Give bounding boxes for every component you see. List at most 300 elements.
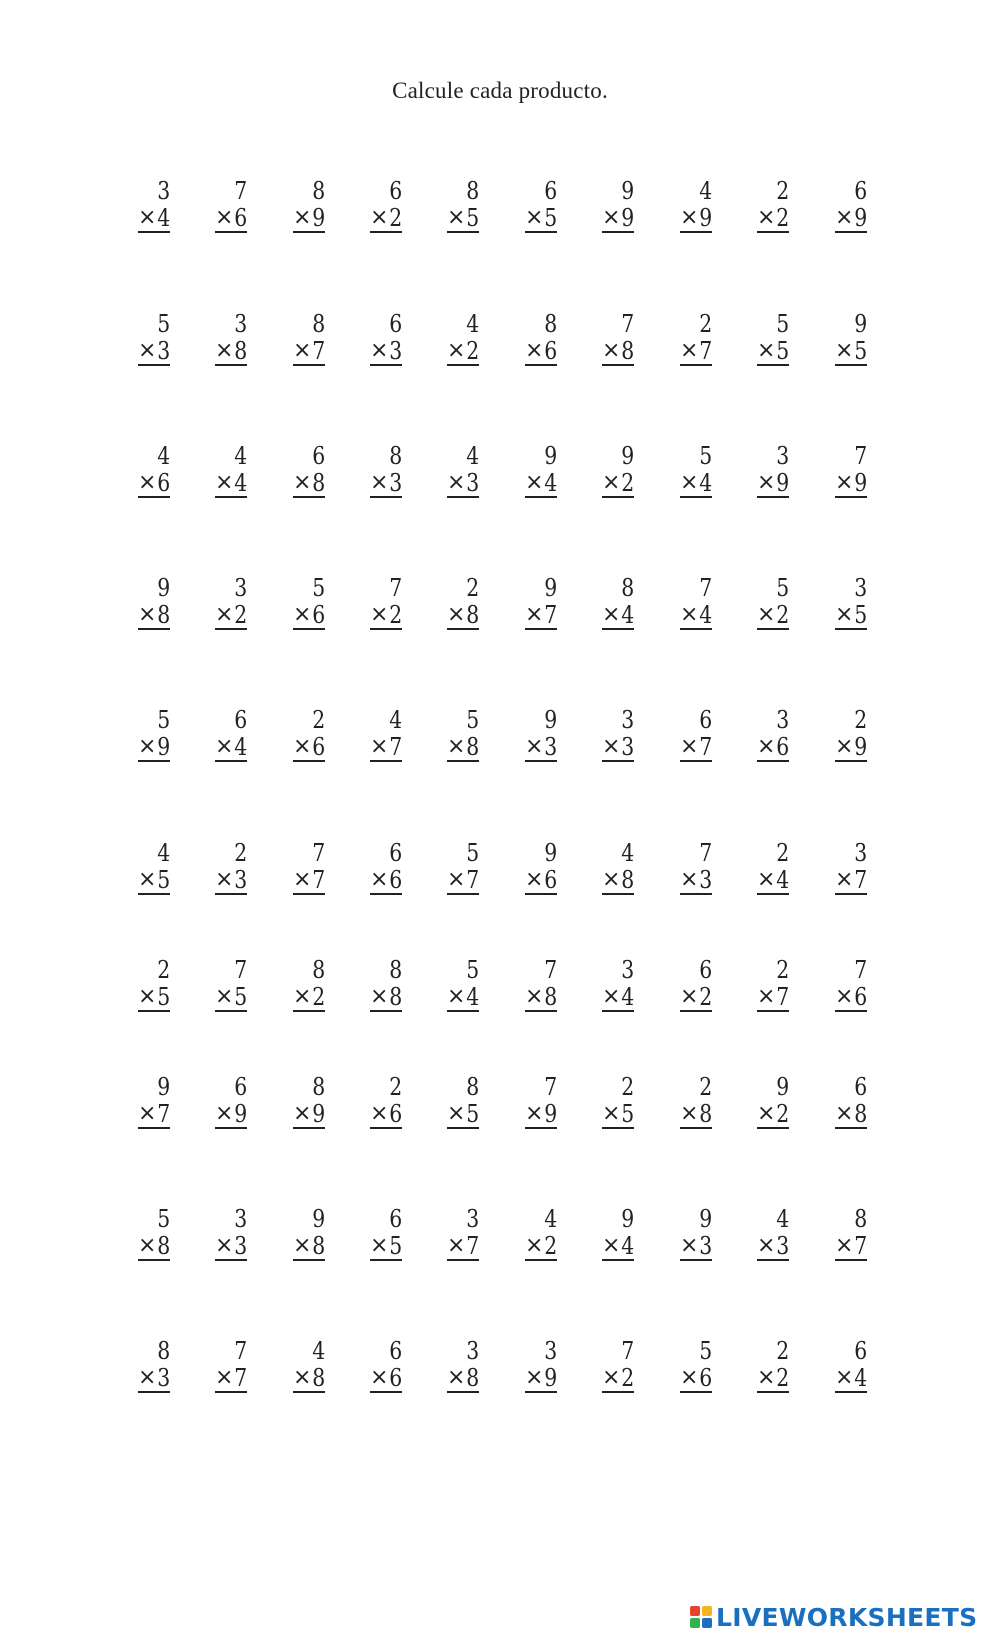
multiplier-row	[293, 1233, 325, 1261]
multiplier: 7	[699, 337, 712, 365]
multiplier-row	[525, 1233, 557, 1261]
times-sign: ×	[835, 1101, 854, 1126]
times-sign: ×	[602, 1101, 621, 1126]
times-sign: ×	[293, 602, 312, 627]
multiplicand: 7	[854, 956, 867, 984]
multiplier: 3	[544, 733, 557, 761]
multiplier-row	[835, 338, 867, 366]
multiplicand: 2	[157, 956, 170, 984]
multiplication-problem	[207, 311, 247, 371]
times-sign: ×	[757, 734, 776, 759]
times-sign: ×	[525, 470, 544, 495]
multiplier: 5	[389, 1232, 402, 1260]
multiplier-row	[215, 602, 247, 630]
multiplication-problem	[130, 575, 170, 635]
multiplier-row	[447, 984, 479, 1012]
worksheet-title: Calcule cada producto.	[392, 78, 608, 103]
multiplier: 3	[234, 1232, 247, 1260]
multiplicand: 9	[699, 1205, 712, 1233]
multiplier-row	[215, 205, 247, 233]
multiplicand: 9	[544, 839, 557, 867]
times-sign: ×	[370, 867, 389, 892]
times-sign: ×	[370, 338, 389, 363]
times-sign: ×	[835, 1233, 854, 1258]
multiplication-problem	[827, 443, 867, 503]
multiplier: 9	[621, 204, 634, 232]
multiplier: 7	[544, 601, 557, 629]
multiplier: 6	[389, 866, 402, 894]
multiplier: 8	[312, 1364, 325, 1392]
multiplier-row	[370, 338, 402, 366]
multiplier-row	[757, 470, 789, 498]
multiplicand: 8	[466, 1073, 479, 1101]
multiplicand: 9	[776, 1073, 789, 1101]
multiplication-problem	[594, 575, 634, 635]
multiplicand: 3	[621, 706, 634, 734]
multiplier-row	[138, 984, 170, 1012]
times-sign: ×	[293, 734, 312, 759]
multiplier: 9	[776, 469, 789, 497]
times-sign: ×	[447, 205, 466, 230]
multiplicand: 7	[621, 1337, 634, 1365]
multiplicand: 6	[389, 1205, 402, 1233]
multiplicand: 5	[699, 1337, 712, 1365]
multiplicand: 6	[699, 956, 712, 984]
multiplication-problem	[439, 1074, 479, 1134]
multiplication-problem	[517, 707, 557, 767]
times-sign: ×	[757, 205, 776, 230]
multiplicand: 5	[466, 706, 479, 734]
times-sign: ×	[215, 867, 234, 892]
multiplier-row	[757, 205, 789, 233]
times-sign: ×	[602, 867, 621, 892]
multiplicand: 4	[544, 1205, 557, 1233]
multiplicand: 6	[389, 177, 402, 205]
multiplicand: 9	[544, 706, 557, 734]
multiplier-row	[680, 1365, 712, 1393]
multiplier: 2	[544, 1232, 557, 1260]
logo-square-red	[690, 1606, 700, 1616]
multiplication-problem	[207, 957, 247, 1017]
multiplicand: 5	[466, 839, 479, 867]
times-sign: ×	[447, 1365, 466, 1390]
multiplier: 6	[312, 601, 325, 629]
multiplier: 6	[157, 469, 170, 497]
multiplier: 9	[312, 204, 325, 232]
multiplier-row	[370, 602, 402, 630]
times-sign: ×	[835, 470, 854, 495]
multiplicand: 5	[699, 442, 712, 470]
multiplier: 8	[466, 601, 479, 629]
multiplicand: 7	[854, 442, 867, 470]
multiplicand: 8	[389, 956, 402, 984]
multiplicand: 6	[854, 177, 867, 205]
multiplicand: 3	[854, 574, 867, 602]
times-sign: ×	[138, 338, 157, 363]
multiplier-row	[602, 602, 634, 630]
multiplicand: 6	[312, 442, 325, 470]
multiplicand: 4	[776, 1205, 789, 1233]
multiplier-row	[447, 205, 479, 233]
multiplier: 2	[234, 601, 247, 629]
multiplier: 3	[776, 1232, 789, 1260]
times-sign: ×	[447, 338, 466, 363]
multiplier: 8	[234, 337, 247, 365]
multiplier-row	[370, 1101, 402, 1129]
times-sign: ×	[835, 205, 854, 230]
multiplication-problem	[207, 178, 247, 238]
multiplicand: 5	[776, 310, 789, 338]
multiplier: 4	[621, 1232, 634, 1260]
times-sign: ×	[447, 867, 466, 892]
multiplicand: 4	[312, 1337, 325, 1365]
times-sign: ×	[680, 1365, 699, 1390]
multiplier: 4	[699, 601, 712, 629]
multiplier: 9	[699, 204, 712, 232]
multiplier-row	[215, 984, 247, 1012]
multiplier: 3	[157, 337, 170, 365]
multiplier: 6	[544, 337, 557, 365]
multiplier-row	[370, 1233, 402, 1261]
multiplier-row	[215, 1233, 247, 1261]
multiplier-row	[757, 1233, 789, 1261]
times-sign: ×	[680, 867, 699, 892]
multiplicand: 2	[389, 1073, 402, 1101]
multiplier-row	[447, 867, 479, 895]
times-sign: ×	[680, 602, 699, 627]
multiplication-problem	[672, 443, 712, 503]
multiplication-problem	[517, 1206, 557, 1266]
times-sign: ×	[525, 867, 544, 892]
liveworksheets-logo-icon	[690, 1606, 712, 1628]
multiplier: 2	[776, 204, 789, 232]
times-sign: ×	[215, 1101, 234, 1126]
multiplier-row	[215, 1365, 247, 1393]
multiplier-row	[602, 470, 634, 498]
multiplication-problem	[207, 1338, 247, 1398]
multiplication-problem	[827, 1338, 867, 1398]
multiplicand: 5	[157, 310, 170, 338]
multiplier: 6	[699, 1364, 712, 1392]
times-sign: ×	[757, 602, 776, 627]
multiplier: 2	[776, 1100, 789, 1128]
multiplication-problem	[672, 311, 712, 371]
times-sign: ×	[138, 1365, 157, 1390]
multiplication-problem	[517, 311, 557, 371]
multiplier: 7	[854, 866, 867, 894]
multiplicand: 6	[234, 706, 247, 734]
times-sign: ×	[680, 205, 699, 230]
multiplicand: 2	[776, 177, 789, 205]
multiplier: 5	[854, 337, 867, 365]
times-sign: ×	[602, 1365, 621, 1390]
multiplicand: 3	[234, 1205, 247, 1233]
multiplier: 3	[157, 1364, 170, 1392]
multiplier-row	[293, 734, 325, 762]
multiplication-problem	[749, 707, 789, 767]
multiplier: 3	[234, 866, 247, 894]
multiplier: 5	[854, 601, 867, 629]
multiplier-row	[525, 1365, 557, 1393]
multiplicand: 5	[157, 1205, 170, 1233]
times-sign: ×	[525, 984, 544, 1009]
multiplier-row	[293, 984, 325, 1012]
multiplication-problem	[594, 443, 634, 503]
multiplication-problem	[207, 443, 247, 503]
multiplier: 7	[466, 1232, 479, 1260]
multiplier: 7	[776, 983, 789, 1011]
multiplication-problem	[517, 840, 557, 900]
multiplicand: 9	[544, 574, 557, 602]
multiplication-problem	[207, 1206, 247, 1266]
times-sign: ×	[293, 338, 312, 363]
multiplication-problem	[207, 1074, 247, 1134]
multiplier-row	[293, 867, 325, 895]
times-sign: ×	[602, 1233, 621, 1258]
times-sign: ×	[525, 734, 544, 759]
multiplicand: 2	[312, 706, 325, 734]
multiplication-problem	[362, 1338, 402, 1398]
times-sign: ×	[835, 1365, 854, 1390]
multiplication-problem	[749, 840, 789, 900]
multiplier: 2	[699, 983, 712, 1011]
multiplier: 5	[544, 204, 557, 232]
multiplier: 6	[776, 733, 789, 761]
times-sign: ×	[757, 867, 776, 892]
times-sign: ×	[447, 734, 466, 759]
multiplier: 3	[699, 866, 712, 894]
multiplier: 8	[699, 1100, 712, 1128]
multiplicand: 4	[621, 839, 634, 867]
multiplicand: 8	[621, 574, 634, 602]
multiplier: 4	[776, 866, 789, 894]
multiplier: 8	[157, 1232, 170, 1260]
multiplicand: 2	[234, 839, 247, 867]
times-sign: ×	[602, 734, 621, 759]
times-sign: ×	[215, 470, 234, 495]
multiplier-row	[293, 1101, 325, 1129]
multiplier-row	[525, 470, 557, 498]
multiplicand: 4	[157, 442, 170, 470]
multiplier: 9	[234, 1100, 247, 1128]
times-sign: ×	[680, 338, 699, 363]
times-sign: ×	[138, 470, 157, 495]
multiplication-problem	[362, 707, 402, 767]
multiplier-row	[138, 734, 170, 762]
multiplier-row	[525, 602, 557, 630]
multiplier-row	[757, 984, 789, 1012]
multiplication-problem	[672, 575, 712, 635]
multiplier-row	[757, 867, 789, 895]
multiplicand: 2	[699, 310, 712, 338]
multiplier: 5	[234, 983, 247, 1011]
multiplier-row	[680, 602, 712, 630]
multiplicand: 5	[312, 574, 325, 602]
times-sign: ×	[447, 602, 466, 627]
times-sign: ×	[138, 1233, 157, 1258]
times-sign: ×	[370, 205, 389, 230]
multiplier-row	[215, 1101, 247, 1129]
times-sign: ×	[138, 984, 157, 1009]
multiplicand: 3	[234, 574, 247, 602]
multiplicand: 3	[466, 1337, 479, 1365]
multiplication-problem	[827, 840, 867, 900]
multiplier-row	[602, 867, 634, 895]
multiplier: 9	[544, 1100, 557, 1128]
multiplier-row	[370, 734, 402, 762]
multiplicand: 9	[157, 1073, 170, 1101]
multiplication-problem	[827, 1206, 867, 1266]
multiplication-problem	[130, 1206, 170, 1266]
multiplier-row	[447, 1365, 479, 1393]
multiplication-problem	[439, 311, 479, 371]
multiplication-problem	[285, 957, 325, 1017]
multiplicand: 7	[234, 1337, 247, 1365]
multiplier: 9	[854, 469, 867, 497]
times-sign: ×	[370, 602, 389, 627]
multiplication-problem	[362, 311, 402, 371]
multiplicand: 6	[234, 1073, 247, 1101]
multiplication-problem	[130, 707, 170, 767]
times-sign: ×	[215, 602, 234, 627]
multiplication-problem	[594, 178, 634, 238]
multiplier: 3	[466, 469, 479, 497]
multiplier-row	[680, 867, 712, 895]
multiplier-row	[447, 734, 479, 762]
multiplicand: 7	[699, 574, 712, 602]
multiplier: 4	[544, 469, 557, 497]
multiplier-row	[447, 1101, 479, 1129]
multiplier-row	[525, 205, 557, 233]
times-sign: ×	[835, 734, 854, 759]
multiplicand: 8	[544, 310, 557, 338]
multiplication-problem	[827, 957, 867, 1017]
multiplication-problem	[439, 1206, 479, 1266]
multiplier-row	[602, 338, 634, 366]
times-sign: ×	[370, 1233, 389, 1258]
multiplier-row	[602, 1101, 634, 1129]
multiplier-row	[525, 984, 557, 1012]
times-sign: ×	[293, 867, 312, 892]
multiplier: 2	[312, 983, 325, 1011]
multiplication-problem	[827, 311, 867, 371]
multiplier-row	[757, 1101, 789, 1129]
multiplicand: 8	[157, 1337, 170, 1365]
multiplier: 9	[854, 204, 867, 232]
multiplication-problem	[439, 1338, 479, 1398]
multiplier: 4	[621, 601, 634, 629]
times-sign: ×	[525, 602, 544, 627]
multiplication-problem	[362, 840, 402, 900]
multiplication-problem	[672, 1338, 712, 1398]
multiplier-row	[447, 1233, 479, 1261]
liveworksheets-logo	[690, 1600, 977, 1634]
multiplier-row	[680, 1233, 712, 1261]
logo-text: LIVEWORKSHEETS	[716, 1602, 978, 1632]
times-sign: ×	[757, 984, 776, 1009]
multiplier-row	[602, 734, 634, 762]
multiplier-row	[138, 1233, 170, 1261]
times-sign: ×	[293, 470, 312, 495]
multiplier-row	[293, 338, 325, 366]
multiplicand: 4	[234, 442, 247, 470]
multiplicand: 4	[466, 442, 479, 470]
multiplication-problem	[594, 707, 634, 767]
times-sign: ×	[757, 1233, 776, 1258]
multiplier-row	[293, 470, 325, 498]
multiplication-problem	[749, 1338, 789, 1398]
multiplication-problem	[285, 840, 325, 900]
times-sign: ×	[602, 205, 621, 230]
multiplicand: 3	[234, 310, 247, 338]
multiplier: 8	[544, 983, 557, 1011]
multiplier: 2	[389, 601, 402, 629]
multiplicand: 4	[389, 706, 402, 734]
multiplication-problem	[749, 443, 789, 503]
multiplier: 2	[621, 1364, 634, 1392]
times-sign: ×	[370, 734, 389, 759]
times-sign: ×	[525, 338, 544, 363]
multiplicand: 3	[776, 442, 789, 470]
multiplicand: 6	[854, 1073, 867, 1101]
multiplier-row	[138, 1101, 170, 1129]
times-sign: ×	[293, 984, 312, 1009]
multiplication-problem	[207, 707, 247, 767]
multiplication-problem	[517, 1338, 557, 1398]
times-sign: ×	[138, 867, 157, 892]
multiplication-problem	[594, 311, 634, 371]
multiplication-problem	[130, 443, 170, 503]
multiplication-problem	[285, 575, 325, 635]
multiplier-row	[680, 205, 712, 233]
multiplication-problem	[362, 957, 402, 1017]
multiplier: 6	[234, 204, 247, 232]
multiplication-problem	[827, 178, 867, 238]
times-sign: ×	[215, 1233, 234, 1258]
multiplier: 5	[466, 204, 479, 232]
multiplier-row	[447, 338, 479, 366]
multiplication-problem	[285, 1074, 325, 1134]
multiplier-row	[680, 470, 712, 498]
multiplier-row	[525, 734, 557, 762]
multiplicand: 2	[466, 574, 479, 602]
multiplicand: 2	[776, 839, 789, 867]
multiplication-problem	[285, 707, 325, 767]
multiplicand: 8	[312, 1073, 325, 1101]
multiplicand: 5	[157, 706, 170, 734]
multiplier-row	[215, 338, 247, 366]
multiplicand: 6	[544, 177, 557, 205]
multiplication-problem	[130, 178, 170, 238]
times-sign: ×	[293, 1233, 312, 1258]
multiplier: 2	[776, 1364, 789, 1392]
multiplier: 5	[157, 866, 170, 894]
multiplier-row	[138, 602, 170, 630]
multiplier-row	[215, 734, 247, 762]
times-sign: ×	[447, 470, 466, 495]
multiplicand: 4	[466, 310, 479, 338]
multiplicand: 4	[157, 839, 170, 867]
multiplicand: 6	[854, 1337, 867, 1365]
multiplier: 2	[389, 204, 402, 232]
multiplier-row	[835, 734, 867, 762]
times-sign: ×	[680, 1233, 699, 1258]
times-sign: ×	[680, 1101, 699, 1126]
multiplicand: 6	[699, 706, 712, 734]
multiplication-problem	[130, 957, 170, 1017]
multiplicand: 6	[389, 839, 402, 867]
multiplication-problem	[285, 1206, 325, 1266]
